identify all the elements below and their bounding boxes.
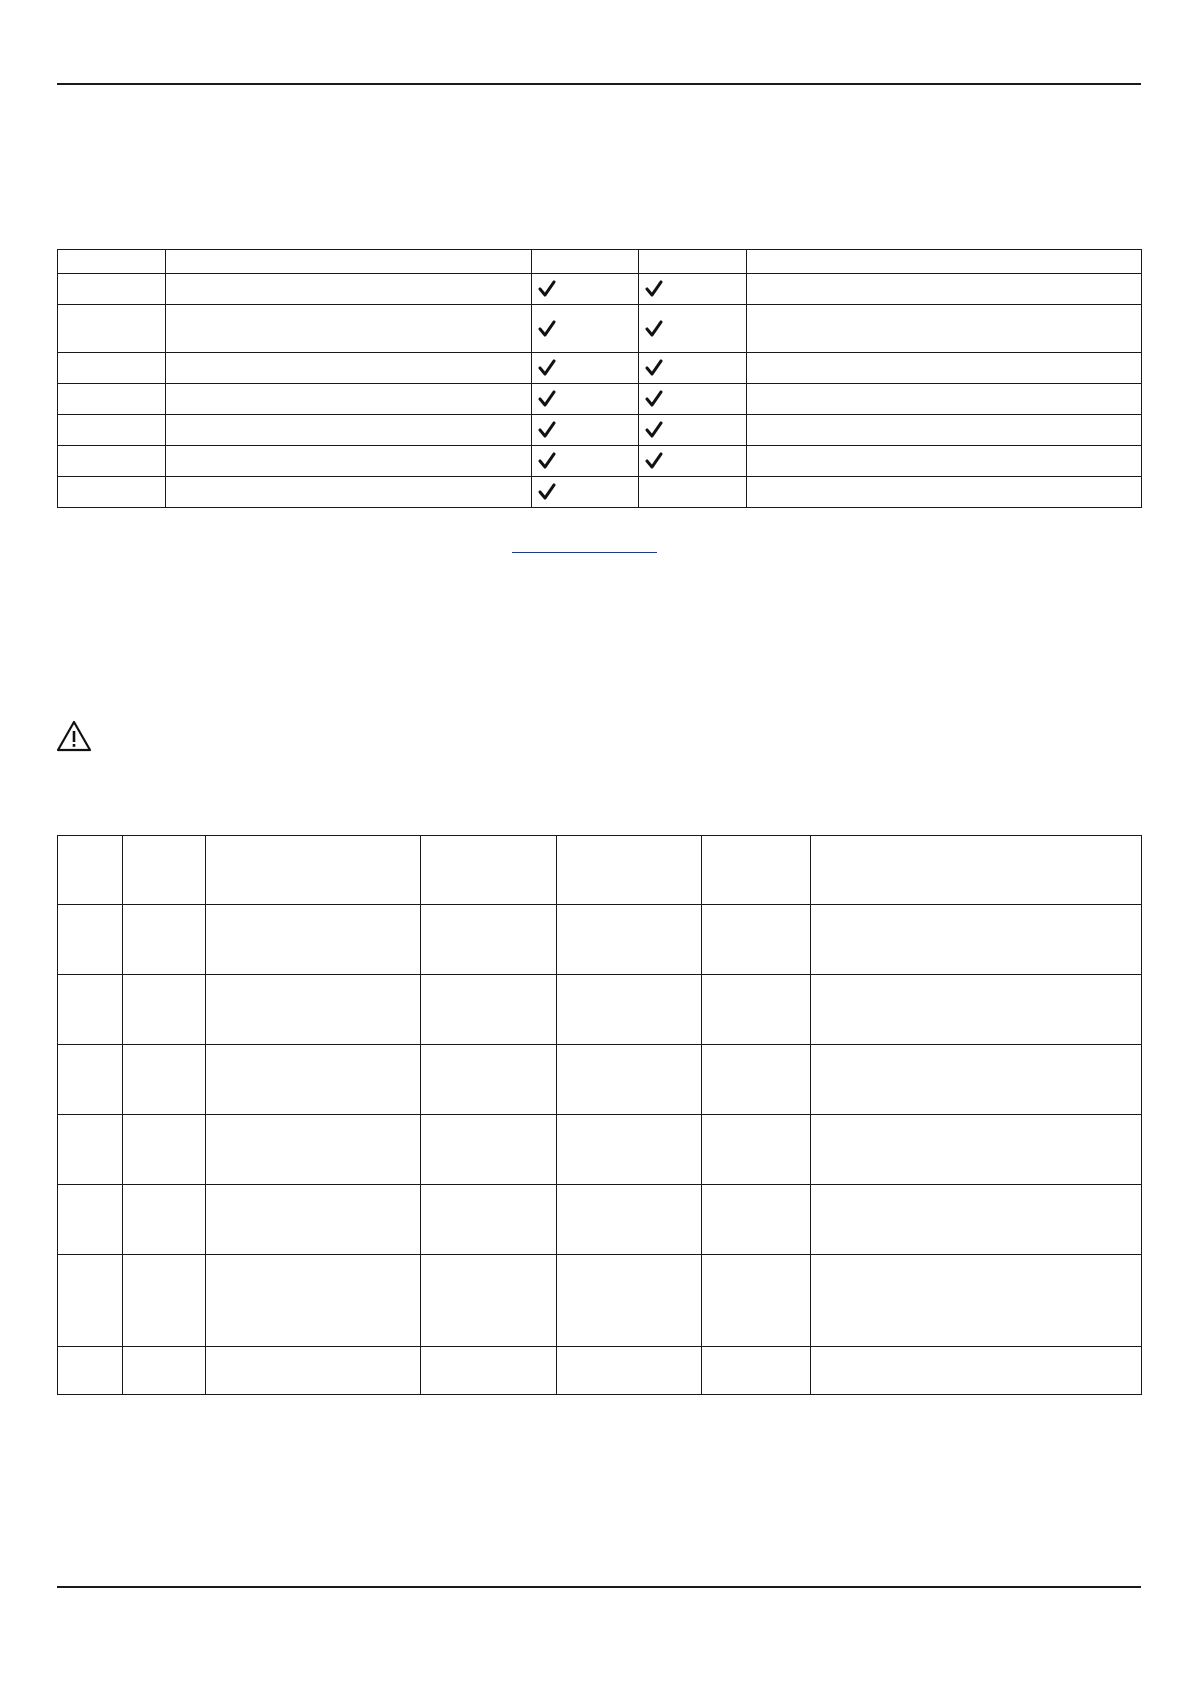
header-cell — [166, 250, 532, 274]
checkmark-icon — [645, 320, 663, 338]
header-cell — [702, 836, 811, 905]
table-row — [58, 353, 1142, 384]
checkmark-icon — [645, 452, 663, 470]
check-cell — [639, 384, 747, 415]
table-cell — [166, 415, 532, 446]
table-cell — [206, 1045, 421, 1115]
checkmark-icon — [645, 390, 663, 408]
table-row — [58, 1115, 1142, 1185]
table-cell — [747, 384, 1142, 415]
table-cell — [557, 1115, 702, 1185]
checkmark-icon — [538, 359, 556, 377]
table-cell — [206, 975, 421, 1045]
header-cell — [532, 250, 639, 274]
checkmark-icon — [538, 320, 556, 338]
table-cell — [747, 446, 1142, 477]
table-cell — [58, 477, 166, 508]
table-row — [58, 1347, 1142, 1395]
table-cell — [58, 274, 166, 305]
table-cell — [421, 1185, 557, 1255]
table-cell — [58, 353, 166, 384]
checkmark-icon — [538, 280, 556, 298]
check-cell — [639, 274, 747, 305]
table-cell — [557, 1185, 702, 1255]
table-cell — [811, 1185, 1142, 1255]
table-cell — [206, 1115, 421, 1185]
header-cell — [639, 250, 747, 274]
table-cell — [702, 905, 811, 975]
table-row — [58, 415, 1142, 446]
warning-triangle-icon — [56, 720, 92, 752]
table-cell — [166, 353, 532, 384]
header-cell — [206, 836, 421, 905]
table-row — [58, 274, 1142, 305]
table-cell — [166, 274, 532, 305]
table-cell — [639, 477, 747, 508]
table-cell — [421, 975, 557, 1045]
table-row — [58, 905, 1142, 975]
table-cell — [421, 905, 557, 975]
table-cell — [702, 975, 811, 1045]
footer-rule — [57, 1586, 1141, 1588]
check-cell — [532, 477, 639, 508]
checkmark-icon — [538, 483, 556, 501]
header-cell — [421, 836, 557, 905]
table-cell — [811, 1115, 1142, 1185]
check-cell — [639, 415, 747, 446]
check-cell — [532, 274, 639, 305]
check-cell — [532, 305, 639, 353]
table-row — [58, 1185, 1142, 1255]
table-cell — [747, 477, 1142, 508]
table-cell — [58, 905, 123, 975]
header-cell — [123, 836, 206, 905]
table-cell — [702, 1045, 811, 1115]
header-cell — [747, 250, 1142, 274]
header-rule — [57, 83, 1141, 85]
table-row — [58, 1045, 1142, 1115]
table-header-row — [58, 250, 1142, 274]
table-cell — [421, 1255, 557, 1347]
table-cell — [58, 305, 166, 353]
specs-table — [57, 835, 1142, 1395]
table-cell — [206, 905, 421, 975]
table-cell — [747, 305, 1142, 353]
checkmark-icon — [538, 390, 556, 408]
table-cell — [702, 1255, 811, 1347]
header-cell — [557, 836, 702, 905]
table-cell — [421, 1045, 557, 1115]
table-cell — [811, 1045, 1142, 1115]
table-cell — [123, 1185, 206, 1255]
header-cell — [58, 250, 166, 274]
table-cell — [421, 1115, 557, 1185]
table-cell — [123, 1347, 206, 1395]
table-cell — [557, 1045, 702, 1115]
table-cell — [811, 1347, 1142, 1395]
check-cell — [532, 446, 639, 477]
table-cell — [58, 384, 166, 415]
table-cell — [557, 1347, 702, 1395]
checkmark-icon — [645, 280, 663, 298]
table-cell — [166, 446, 532, 477]
check-cell — [639, 353, 747, 384]
table-cell — [206, 1347, 421, 1395]
table-cell — [166, 477, 532, 508]
checkmark-icon — [538, 452, 556, 470]
check-cell — [639, 446, 747, 477]
hyperlink[interactable] — [512, 552, 657, 553]
check-cell — [532, 384, 639, 415]
table-cell — [166, 305, 532, 353]
check-cell — [639, 305, 747, 353]
table-cell — [557, 1255, 702, 1347]
table-row — [58, 1255, 1142, 1347]
table-cell — [747, 353, 1142, 384]
table-cell — [811, 975, 1142, 1045]
table-cell — [58, 1185, 123, 1255]
table-cell — [58, 1045, 123, 1115]
check-cell — [532, 353, 639, 384]
table-cell — [557, 975, 702, 1045]
table-cell — [166, 384, 532, 415]
table-cell — [557, 905, 702, 975]
features-table — [57, 249, 1142, 508]
table-cell — [123, 1045, 206, 1115]
table-cell — [811, 1255, 1142, 1347]
table-row — [58, 305, 1142, 353]
table-cell — [206, 1255, 421, 1347]
table-header-row — [58, 836, 1142, 905]
table-row — [58, 477, 1142, 508]
check-cell — [532, 415, 639, 446]
table-cell — [123, 1255, 206, 1347]
table-cell — [702, 1115, 811, 1185]
table-cell — [206, 1185, 421, 1255]
table-cell — [421, 1347, 557, 1395]
table-cell — [811, 905, 1142, 975]
table-row — [58, 975, 1142, 1045]
header-cell — [58, 836, 123, 905]
table-cell — [58, 1347, 123, 1395]
table-cell — [58, 1255, 123, 1347]
table-row — [58, 446, 1142, 477]
checkmark-icon — [538, 421, 556, 439]
table-cell — [702, 1185, 811, 1255]
table-row — [58, 384, 1142, 415]
table-cell — [58, 975, 123, 1045]
table-cell — [123, 975, 206, 1045]
table-cell — [58, 1115, 123, 1185]
table-cell — [747, 274, 1142, 305]
checkmark-icon — [645, 421, 663, 439]
table-cell — [58, 446, 166, 477]
table-cell — [123, 905, 206, 975]
header-cell — [811, 836, 1142, 905]
table-cell — [702, 1347, 811, 1395]
table-cell — [123, 1115, 206, 1185]
table-cell — [58, 415, 166, 446]
checkmark-icon — [645, 359, 663, 377]
table-cell — [747, 415, 1142, 446]
